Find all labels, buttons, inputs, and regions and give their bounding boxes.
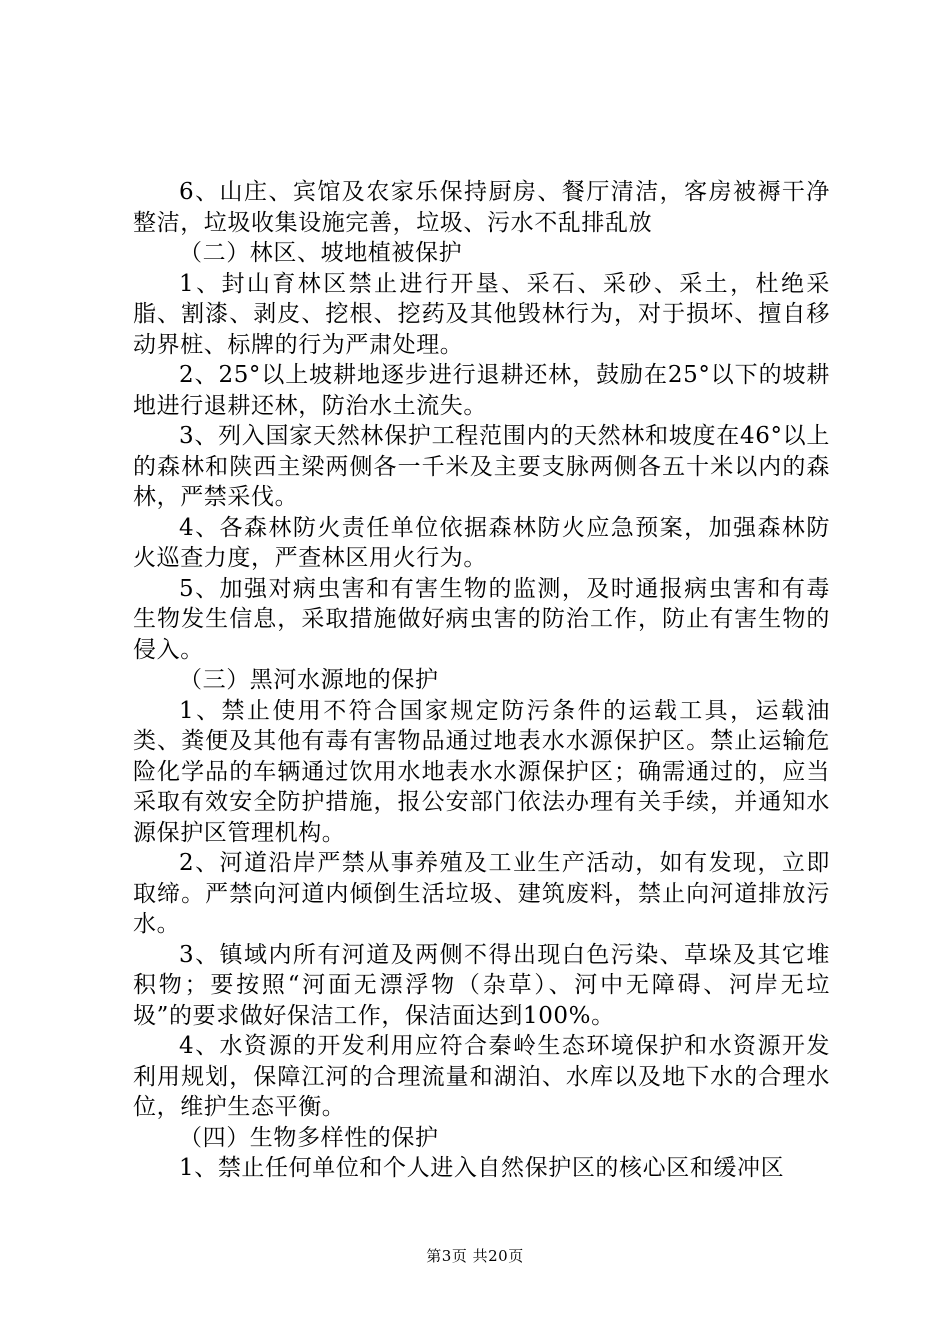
paragraph: 6、山庄、宾馆及农家乐保持厨房、餐厅清洁，客房被褥干净整洁，垃圾收集设施完善，垃圾、污水不乱排乱放 bbox=[133, 179, 830, 236]
section-heading: （三）黑河水源地的保护 bbox=[179, 667, 439, 693]
paragraph: 2、河道沿岸严禁从事养殖及工业生产活动，如有发现，立即取缔。严禁向河道内倾倒生活垃圾、建筑废料，禁止向河道排放污水。 bbox=[133, 850, 830, 937]
paragraph: 1、禁止使用不符合国家规定防污条件的运载工具，运载油类、粪便及其他有毒有害物品通过地表水水源保护区。禁止运输危险化学品的车辆通过饮用水地表水水源保护区；确需通过的，应当采取有效安全防护措施，报公安部门依法办理有关手续，并通知水源保护区管理机构。 bbox=[133, 697, 830, 846]
paragraph: 5、加强对病虫害和有害生物的监测，及时通报病虫害和有毒生物发生信息，采取措施做好病虫害的防治工作，防止有害生物的侵入。 bbox=[133, 575, 830, 663]
paragraph: 3、列入国家天然林保护工程范围内的天然林和坡度在46°以上的森林和陕西主梁两侧各一千米及主要支脉两侧各五十米以内的森林，严禁采伐。 bbox=[133, 423, 830, 510]
paragraph: 3、镇域内所有河道及两侧不得出现白色污染、草垛及其它堆积物；要按照“河面无漂浮物（杂草）、河中无障碍、河岸无垃圾”的要求做好保洁工作，保洁面达到100%。 bbox=[133, 941, 830, 1029]
paragraph: 1、禁止任何单位和个人进入自然保护区的核心区和缓冲区 bbox=[179, 1155, 785, 1181]
document-body bbox=[133, 177, 830, 1184]
paragraph: 4、水资源的开发利用应符合秦岭生态环境保护和水资源开发利用规划，保障江河的合理流量和湖泊、水库以及地下水的合理水位，维护生态平衡。 bbox=[133, 1033, 830, 1120]
paragraph: 2、25°以上坡耕地逐步进行退耕还林，鼓励在25°以下的坡耕地进行退耕还林，防治水土流失。 bbox=[133, 362, 830, 419]
paragraph: 1、封山育林区禁止进行开垦、采石、采砂、采土，杜绝采脂、割漆、剥皮、挖根、挖药及其他毁林行为，对于损坏、擅自移动界桩、标牌的行为严肃处理。 bbox=[133, 270, 830, 358]
section-heading: （四）生物多样性的保护 bbox=[179, 1124, 439, 1151]
paragraph: 4、各森林防火责任单位依据森林防火应急预案，加强森林防火巡查力度，严查林区用火行为。 bbox=[133, 514, 830, 571]
page-footer: 第3页 共20页 bbox=[426, 1247, 524, 1265]
section-heading: （二）林区、坡地植被保护 bbox=[179, 240, 463, 266]
